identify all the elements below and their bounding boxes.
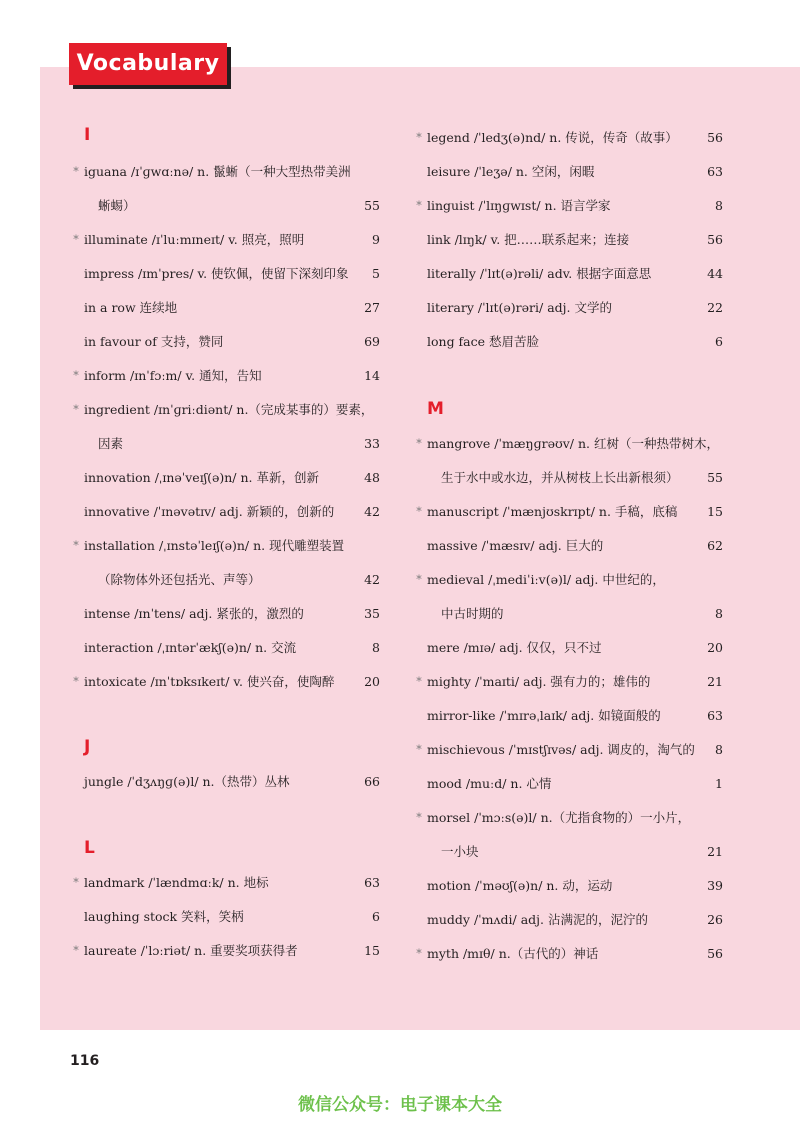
entry-page-number: 15 <box>364 943 380 958</box>
entry-page-number: 66 <box>364 774 380 789</box>
vocab-entry <box>70 495 380 529</box>
entry-page-number: 55 <box>707 470 723 485</box>
entry-text: landmark /ˈlændmɑːk/ n. 地标 <box>84 875 269 890</box>
vocab-entry <box>70 427 380 461</box>
star-icon: * <box>416 437 422 450</box>
vocab-entry <box>70 393 380 427</box>
star-icon: * <box>416 743 422 756</box>
entry-page-number: 63 <box>707 164 723 179</box>
entry-text: laureate /ˈlɔːriət/ n. 重要奖项获得者 <box>84 943 298 958</box>
entry-page-number: 20 <box>707 640 723 655</box>
entry-page-number: 21 <box>707 674 723 689</box>
star-icon: * <box>73 675 79 688</box>
star-icon: * <box>73 403 79 416</box>
vocab-entry <box>70 325 380 359</box>
entry-text: in a row 连续地 <box>84 300 178 315</box>
entry-page-number: 63 <box>364 875 380 890</box>
entry-page-number: 27 <box>364 300 380 315</box>
vocab-entry <box>70 866 380 900</box>
entry-text: myth /mɪθ/ n.（古代的）神话 <box>427 946 599 961</box>
vocab-entry <box>413 733 723 767</box>
entry-text: in favour of 支持，赞同 <box>84 334 224 349</box>
entry-page-number: 33 <box>364 436 380 451</box>
entry-page-number: 35 <box>364 606 380 621</box>
entry-text: morsel /ˈmɔːs(ə)l/ n.（尤指食物的）一小片， <box>427 810 691 825</box>
letter-heading: L <box>84 838 95 858</box>
entry-text: link /lɪŋk/ v. 把……联系起来；连接 <box>427 232 630 247</box>
vocab-entry <box>70 155 380 189</box>
entry-text: innovative /ˈɪnəvətɪv/ adj. 新颖的，创新的 <box>84 504 335 519</box>
entry-page-number: 6 <box>372 909 380 924</box>
entry-text: 中古时期的 <box>441 606 504 621</box>
entry-page-number: 9 <box>372 232 380 247</box>
entry-text: laughing stock 笑料，笑柄 <box>84 909 244 924</box>
vocab-entry <box>413 325 723 359</box>
entry-text: illuminate /ɪˈluːmɪneɪt/ v. 照亮，照明 <box>84 232 305 247</box>
entry-text: leisure /ˈleʒə/ n. 空闲，闲暇 <box>427 164 595 179</box>
vocab-entry <box>70 291 380 325</box>
entry-text: ingredient /ɪnˈɡriːdiənt/ n.（完成某事的）要素， <box>84 402 374 417</box>
vocab-entry <box>413 835 723 869</box>
entry-page-number: 8 <box>715 742 723 757</box>
entry-text: mighty /ˈmaɪti/ adj. 强有力的；雄伟的 <box>427 674 651 689</box>
entry-text: impress /ɪmˈpres/ v. 使钦佩，使留下深刻印象 <box>84 266 349 281</box>
entry-page-number: 56 <box>707 232 723 247</box>
vocab-entry <box>413 291 723 325</box>
entry-text: intoxicate /ɪnˈtɒksɪkeɪt/ v. 使兴奋，使陶醉 <box>84 674 335 689</box>
vocab-entry <box>413 597 723 631</box>
entry-text: medieval /ˌmediˈiːv(ə)l/ adj. 中世纪的， <box>427 572 665 587</box>
entry-text: massive /ˈmæsɪv/ adj. 巨大的 <box>427 538 604 553</box>
vocab-entry <box>413 563 723 597</box>
entry-page-number: 44 <box>707 266 723 281</box>
vocab-entry <box>70 765 380 799</box>
vocab-entry <box>413 699 723 733</box>
footer-watermark: 微信公众号：电子课本大全 <box>298 1095 502 1115</box>
vocab-entry <box>70 257 380 291</box>
entry-text: jungle /ˈdʒʌŋɡ(ə)l/ n.（热带）丛林 <box>84 774 290 789</box>
star-icon: * <box>73 876 79 889</box>
entry-text: legend /ˈledʒ(ə)nd/ n. 传说，传奇（故事） <box>427 130 678 145</box>
vocab-entry <box>70 597 380 631</box>
vocab-entry <box>70 189 380 223</box>
section-title: Vocabulary <box>69 43 227 85</box>
entry-text: 一小块 <box>441 844 479 859</box>
star-icon: * <box>416 947 422 960</box>
entry-page-number: 21 <box>707 844 723 859</box>
vocab-entry <box>70 563 380 597</box>
entry-text: 因素 <box>98 436 124 451</box>
vocab-entry <box>413 801 723 835</box>
page-number: 116 <box>70 1053 100 1069</box>
vocab-entry <box>413 257 723 291</box>
entry-page-number: 14 <box>364 368 380 383</box>
entry-text: literary /ˈlɪt(ə)rəri/ adj. 文学的 <box>427 300 612 315</box>
vocab-entry <box>413 155 723 189</box>
entry-text: long face 愁眉苦脸 <box>427 334 539 349</box>
vocab-entry <box>413 121 723 155</box>
star-icon: * <box>73 233 79 246</box>
entry-text: intense /ɪnˈtens/ adj. 紧张的，激烈的 <box>84 606 304 621</box>
vocab-entry <box>413 869 723 903</box>
entry-page-number: 6 <box>715 334 723 349</box>
entry-page-number: 20 <box>364 674 380 689</box>
vocab-entry <box>70 359 380 393</box>
vocab-entry <box>70 529 380 563</box>
entry-text: linguist /ˈlɪŋɡwɪst/ n. 语言学家 <box>427 198 611 213</box>
entry-page-number: 62 <box>707 538 723 553</box>
entry-text: 生于水中或水边，并从树枝上长出新根须） <box>441 470 679 485</box>
entry-text: motion /ˈməʊʃ(ə)n/ n. 动，运动 <box>427 878 613 893</box>
entry-text: mangrove /ˈmæŋɡrəʊv/ n. 红树（一种热带树木， <box>427 436 719 451</box>
entry-page-number: 69 <box>364 334 380 349</box>
vocab-entry <box>413 427 723 461</box>
vocab-entry <box>413 903 723 937</box>
star-icon: * <box>416 505 422 518</box>
star-icon: * <box>416 199 422 212</box>
entry-text: literally /ˈlɪt(ə)rəli/ adv. 根据字面意思 <box>427 266 652 281</box>
star-icon: * <box>416 131 422 144</box>
entry-text: muddy /ˈmʌdi/ adj. 沾满泥的，泥泞的 <box>427 912 648 927</box>
entry-text: installation /ˌɪnstəˈleɪʃ(ə)n/ n. 现代雕塑装置 <box>84 538 345 553</box>
entry-page-number: 48 <box>364 470 380 485</box>
vocab-entry <box>413 937 723 971</box>
star-icon: * <box>73 369 79 382</box>
entry-page-number: 22 <box>707 300 723 315</box>
letter-heading: I <box>84 125 91 145</box>
vocab-entry <box>70 461 380 495</box>
vocab-entry <box>413 495 723 529</box>
letter-heading: M <box>427 399 444 419</box>
vocab-entry <box>413 223 723 257</box>
star-icon: * <box>73 539 79 552</box>
star-icon: * <box>416 573 422 586</box>
vocab-entry <box>413 631 723 665</box>
entry-page-number: 5 <box>372 266 380 281</box>
entry-text: innovation /ˌɪnəˈveɪʃ(ə)n/ n. 革新，创新 <box>84 470 319 485</box>
vocab-entry <box>413 767 723 801</box>
entry-text: 蜥蜴） <box>98 198 136 213</box>
entry-page-number: 8 <box>715 606 723 621</box>
entry-page-number: 26 <box>707 912 723 927</box>
vocab-entry <box>70 223 380 257</box>
vocab-entry <box>70 900 380 934</box>
entry-page-number: 8 <box>372 640 380 655</box>
entry-page-number: 8 <box>715 198 723 213</box>
vocab-entry <box>413 189 723 223</box>
entry-page-number: 39 <box>707 878 723 893</box>
entry-text: mischievous /ˈmɪstʃɪvəs/ adj. 调皮的，淘气的 <box>427 742 695 757</box>
vocab-entry <box>70 665 380 699</box>
vocab-entry <box>70 934 380 968</box>
entry-text: mere /mɪə/ adj. 仅仅，只不过 <box>427 640 602 655</box>
entry-text: mood /muːd/ n. 心情 <box>427 776 552 791</box>
entry-page-number: 55 <box>364 198 380 213</box>
entry-page-number: 42 <box>364 504 380 519</box>
entry-text: （除物体外还包括光、声等） <box>98 572 261 587</box>
entry-page-number: 42 <box>364 572 380 587</box>
entry-text: manuscript /ˈmænjʊskrɪpt/ n. 手稿，底稿 <box>427 504 678 519</box>
entry-page-number: 63 <box>707 708 723 723</box>
entry-page-number: 56 <box>707 946 723 961</box>
star-icon: * <box>416 811 422 824</box>
vocab-entry <box>413 461 723 495</box>
star-icon: * <box>73 165 79 178</box>
entry-text: iguana /ɪˈɡwɑːnə/ n. 鬣蜥（一种大型热带美洲 <box>84 164 351 179</box>
vocab-entry <box>70 631 380 665</box>
entry-page-number: 1 <box>715 776 723 791</box>
star-icon: * <box>416 675 422 688</box>
entry-page-number: 15 <box>707 504 723 519</box>
entry-text: interaction /ˌɪntərˈækʃ(ə)n/ n. 交流 <box>84 640 297 655</box>
star-icon: * <box>73 944 79 957</box>
letter-heading: J <box>84 737 91 757</box>
entry-text: mirror-like /ˈmɪrəˌlaɪk/ adj. 如镜面般的 <box>427 708 661 723</box>
vocab-entry <box>413 665 723 699</box>
entry-text: inform /ɪnˈfɔːm/ v. 通知，告知 <box>84 368 262 383</box>
entry-page-number: 56 <box>707 130 723 145</box>
vocab-entry <box>413 529 723 563</box>
